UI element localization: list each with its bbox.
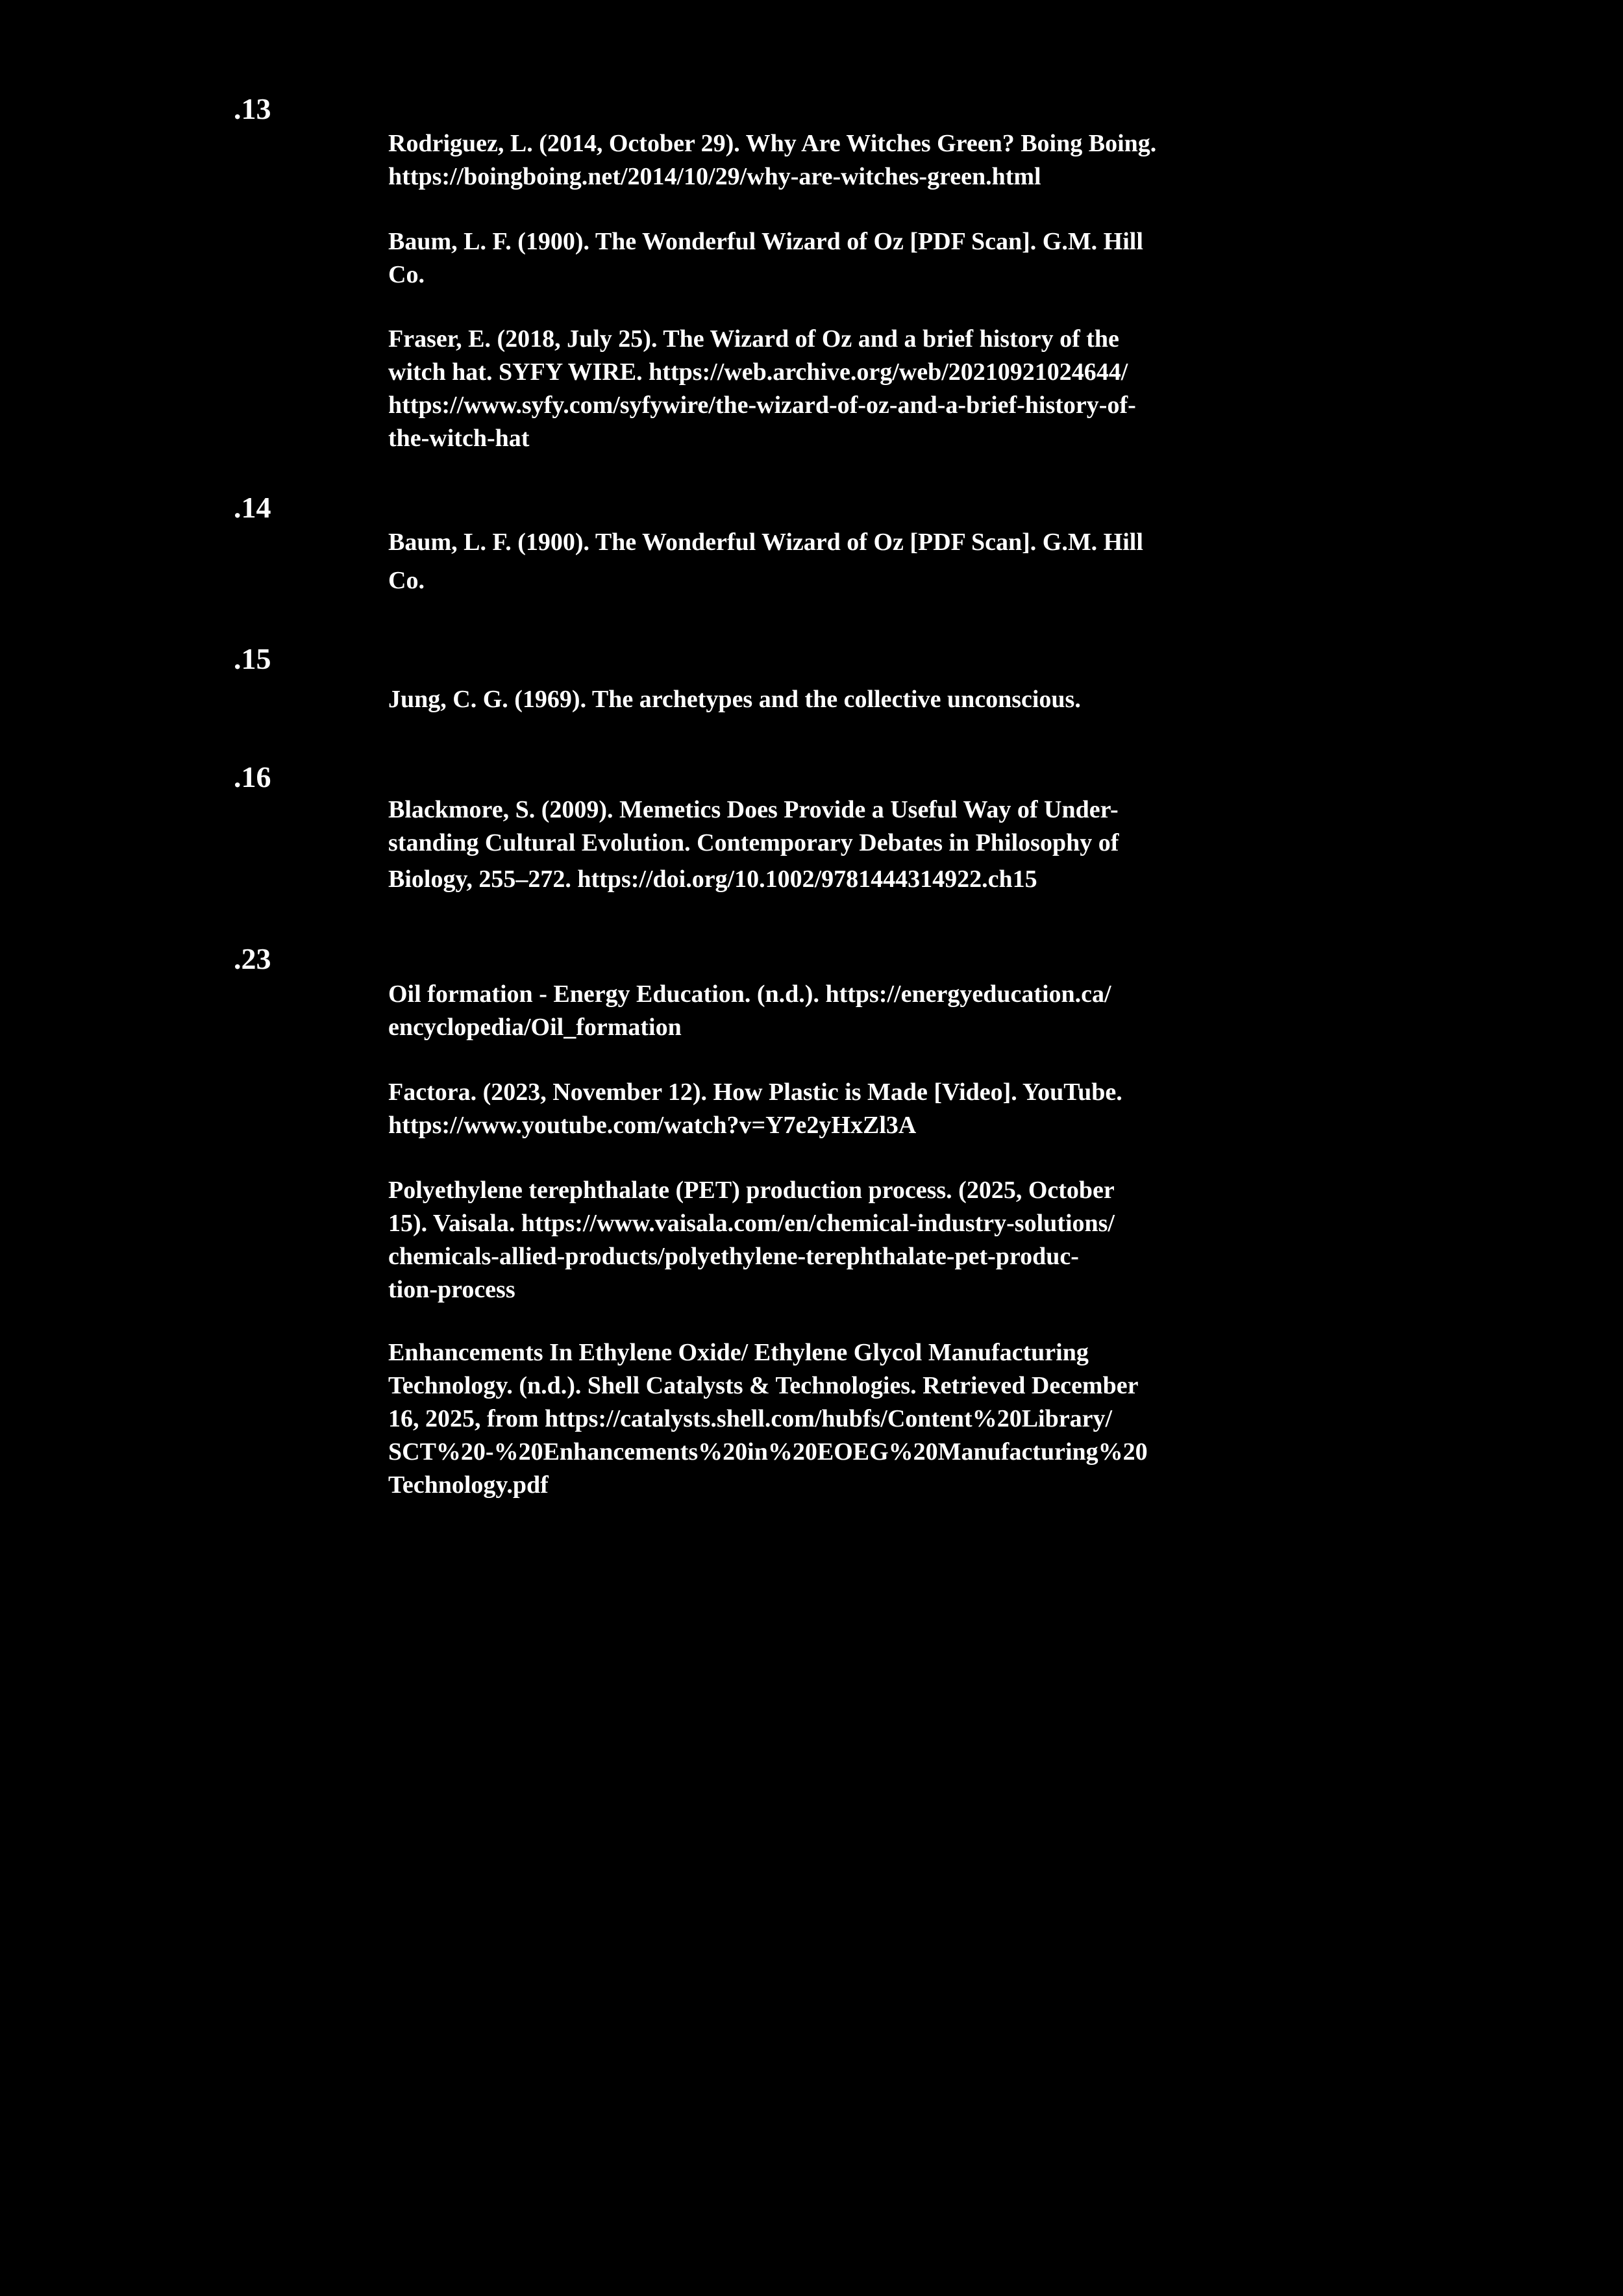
section-number-14: .14 — [234, 491, 271, 524]
reference-line: Baum, L. F. (1900). The Wonderful Wizard of Oz [PDF Scan]. G.M. Hill — [388, 228, 1143, 255]
reference-entry — [388, 225, 1232, 292]
reference-entry — [388, 127, 1232, 193]
reference-line: SCT%20-%20Enhancements%20in%20EOEG%20Manufacturing%20 — [388, 1438, 1148, 1466]
reference-line: Oil formation - Energy Education. (n.d.). https://energyeducation.ca/ — [388, 980, 1111, 1008]
reference-line: Enhancements In Ethylene Oxide/ Ethylene Glycol Manufacturing — [388, 1339, 1089, 1366]
reference-line: Jung, C. G. (1969). The archetypes and the collective unconscious. — [388, 686, 1081, 713]
reference-line: Technology.pdf — [388, 1471, 549, 1499]
reference-line: https://www.youtube.com/watch?v=Y7e2yHxZl3A — [388, 1112, 917, 1139]
reference-line: witch hat. SYFY WIRE. https://web.archive.org/web/20210921024644/ — [388, 358, 1128, 386]
reference-entry — [388, 683, 1232, 716]
section-number-13: .13 — [234, 92, 271, 125]
reference-entry — [388, 323, 1232, 455]
reference-entry — [388, 526, 1232, 597]
reference-entry — [388, 1076, 1232, 1142]
reference-entry — [388, 1174, 1232, 1306]
reference-line: Rodriguez, L. (2014, October 29). Why Are Witches Green? Boing Boing. — [388, 130, 1157, 157]
reference-line: 16, 2025, from https://catalysts.shell.com/hubfs/Content%20Library/ — [388, 1405, 1113, 1432]
reference-entry — [388, 978, 1232, 1044]
reference-entry — [388, 1336, 1232, 1502]
reference-line: Biology, 255–272. https://doi.org/10.1002/9781444314922.ch15 — [388, 866, 1037, 893]
reference-line: tion-process — [388, 1276, 515, 1303]
section-number-23: .23 — [234, 942, 271, 975]
section-number-16: .16 — [234, 760, 271, 793]
reference-line: Co. — [388, 261, 425, 288]
reference-line: Factora. (2023, November 12). How Plastic is Made [Video]. YouTube. — [388, 1079, 1122, 1106]
reference-line: Co. — [388, 567, 425, 594]
section-number-15: .15 — [234, 642, 271, 675]
reference-line: Blackmore, S. (2009). Memetics Does Provide a Useful Way of Under- — [388, 796, 1119, 823]
reference-line: standing Cultural Evolution. Contemporary Debates in Philosophy of — [388, 829, 1119, 856]
reference-entry — [388, 793, 1232, 896]
reference-line: Baum, L. F. (1900). The Wonderful Wizard of Oz [PDF Scan]. G.M. Hill — [388, 529, 1143, 556]
reference-line: Polyethylene terephthalate (PET) production process. (2025, October — [388, 1177, 1115, 1204]
reference-line: Fraser, E. (2018, July 25). The Wizard of Oz and a brief history of the — [388, 325, 1119, 353]
reference-line: chemicals-allied-products/polyethylene-terephthalate-pet-produc- — [388, 1243, 1079, 1270]
reference-line: https://www.syfy.com/syfywire/the-wizard-of-oz-and-a-brief-history-of- — [388, 392, 1136, 419]
reference-line: https://boingboing.net/2014/10/29/why-are-witches-green.html — [388, 163, 1041, 190]
reference-line: Technology. (n.d.). Shell Catalysts & Technologies. Retrieved December — [388, 1372, 1139, 1399]
reference-line: 15). Vaisala. https://www.vaisala.com/en/chemical-industry-solutions/ — [388, 1210, 1115, 1237]
reference-line: the-witch-hat — [388, 425, 530, 452]
reference-line: encyclopedia/Oil_formation — [388, 1014, 682, 1041]
